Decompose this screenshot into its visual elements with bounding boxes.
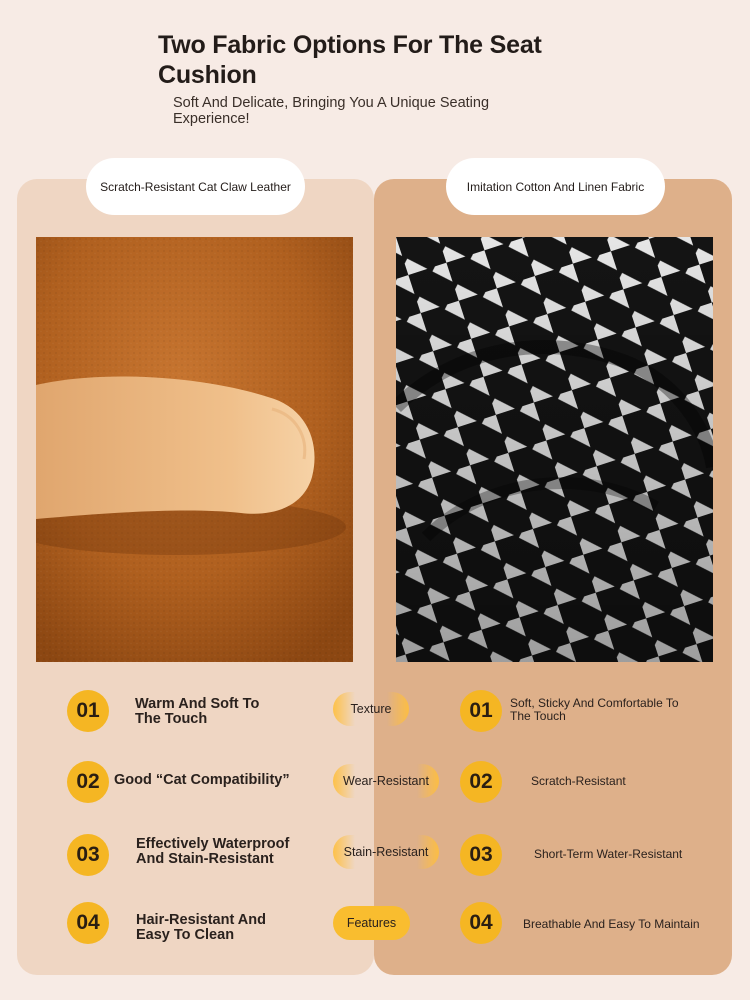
leather-cat-paw-image — [36, 237, 353, 662]
feature-number-badge: 01 — [67, 690, 109, 732]
feature-number-badge: 01 — [460, 690, 502, 732]
feature-label: Soft, Sticky And Comfortable To The Touch — [510, 696, 679, 723]
feature-label: Warm And Soft To The Touch — [135, 696, 260, 727]
comparison-label-stain-resistant: Stain-Resistant — [333, 835, 439, 869]
page-title: Two Fabric Options For The Seat Cushion — [158, 31, 542, 89]
page-subtitle: Soft And Delicate, Bringing You A Unique Seating Experience! — [173, 95, 490, 127]
feature-label: Short-Term Water-Resistant — [534, 847, 683, 861]
feature-number-badge: 04 — [67, 902, 109, 944]
feature-number-badge: 03 — [460, 834, 502, 876]
comparison-label-wear-resistant: Wear-Resistant — [333, 764, 439, 798]
feature-label: Hair-Resistant And Easy To Clean — [136, 912, 266, 943]
comparison-label-features: Features — [333, 906, 410, 940]
feature-number-badge: 02 — [67, 761, 109, 803]
feature-label: Breathable And Easy To Maintain — [523, 917, 700, 931]
feature-number-badge: 02 — [460, 761, 502, 803]
feature-label: Effectively Waterproof And Stain-Resistant — [136, 836, 290, 867]
feature-label: Scratch-Resistant — [531, 774, 626, 788]
right-option-name: Imitation Cotton And Linen Fabric — [446, 158, 665, 215]
houndstooth-fabric-image — [396, 237, 713, 662]
comparison-label-texture: Texture — [333, 692, 409, 726]
left-option-name: Scratch-Resistant Cat Claw Leather — [86, 158, 305, 215]
feature-number-badge: 04 — [460, 902, 502, 944]
feature-number-badge: 03 — [67, 834, 109, 876]
feature-label: Good “Cat Compatibility” — [114, 772, 290, 788]
